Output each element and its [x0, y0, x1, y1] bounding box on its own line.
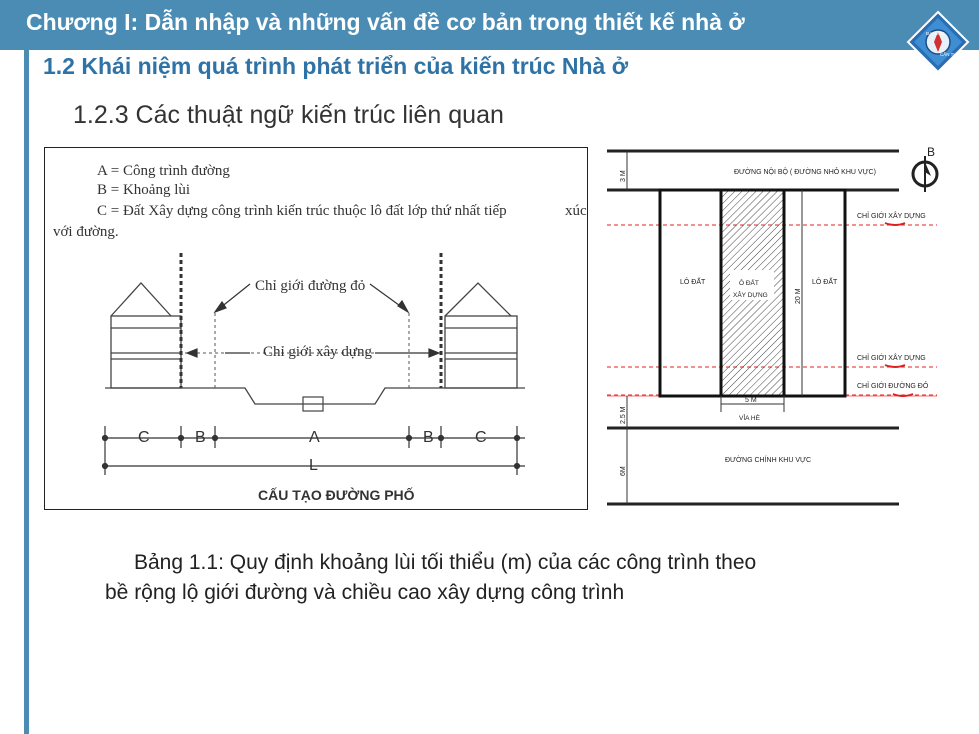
slide-title: Chương I: Dẫn nhập và những vấn đề cơ bản trong thiết kế nhà ở	[26, 9, 745, 35]
street-section-figure	[44, 147, 588, 510]
right-house	[445, 283, 517, 388]
slide-subtitle: 1.2 Khái niệm quá trình phát triển của kiến trúc Nhà ở	[43, 53, 629, 79]
dim-c-left: C	[138, 429, 150, 446]
lot-center-label-1: Ô ĐẤT	[739, 280, 759, 287]
dim-total: L	[309, 457, 318, 474]
legend-c: C = Đất Xây dựng công trình kiến trúc thuộc lô đất lớp thứ nhất tiếp	[97, 203, 507, 219]
north-label: B	[927, 145, 936, 159]
north-arrow-icon	[913, 156, 937, 192]
build-line-label-1: CHỈ GIỚI XÂY DỰNG	[857, 213, 926, 220]
caption-line-1: Bảng 1.1: Quy định khoảng lùi tối thiểu (m) của các công trình theo	[134, 551, 757, 574]
boundary-lines	[181, 253, 441, 388]
table-caption	[107, 548, 907, 608]
dim-main-road: 6M	[620, 466, 627, 476]
caption-line-2: bề rộng lộ giới đường và chiều cao xây dựng công trình	[105, 581, 625, 604]
red-line-label: CHỈ GIỚI ĐƯỜNG ĐỎ	[857, 383, 929, 390]
logo-text-top: ĐẠI HỌC	[926, 31, 945, 36]
road-bottom-label: ĐƯỜNG CHÍNH KHU VỰC	[725, 457, 812, 464]
lot-left-label: LÔ ĐẤT	[680, 279, 706, 286]
dim-lot-height: 20 M	[795, 288, 802, 304]
legend-c-end: với đường.	[53, 224, 119, 240]
dim-c-right: C	[475, 429, 487, 446]
build-line-label-2: CHỈ GIỚI XÂY DỰNG	[857, 355, 926, 362]
dim-b-right: B	[423, 429, 434, 446]
legend-a: A = Công trình đường	[97, 163, 230, 179]
street-section-caption: CẤU TẠO ĐƯỜNG PHỐ	[258, 487, 415, 503]
site-plan-figure	[607, 142, 947, 510]
label-build-line: Chỉ giới xây dựng	[263, 344, 372, 360]
university-emblem-icon	[906, 10, 970, 74]
label-red-line: Chỉ giới đường đỏ	[255, 278, 366, 294]
left-accent-bar	[24, 50, 29, 734]
section-heading: 1.2.3 Các thuật ngữ kiến trúc liên quan	[73, 101, 504, 129]
legend-b: B = Khoảng lùi	[97, 182, 191, 198]
sidewalk-label: VỈA HÈ	[739, 415, 760, 422]
left-house	[111, 283, 181, 388]
road-top-label: ĐƯỜNG NỘI BỘ ( ĐƯỜNG NHỎ KHU VỰC)	[734, 169, 876, 176]
dim-a: A	[309, 429, 320, 446]
dim-top-road: 3 M	[620, 170, 627, 182]
legend-c-cont: xúc	[565, 203, 587, 219]
dim-lot-width: 5 M	[745, 397, 757, 404]
lot-right-label: LÔ ĐẤT	[812, 279, 838, 286]
dim-sidewalk: 2.5 M	[620, 406, 627, 424]
dim-b-left: B	[195, 429, 206, 446]
lot-center-label-2: XÂY DỰNG	[733, 292, 768, 299]
logo-text-bottom: CẦN THƠ	[940, 52, 961, 57]
